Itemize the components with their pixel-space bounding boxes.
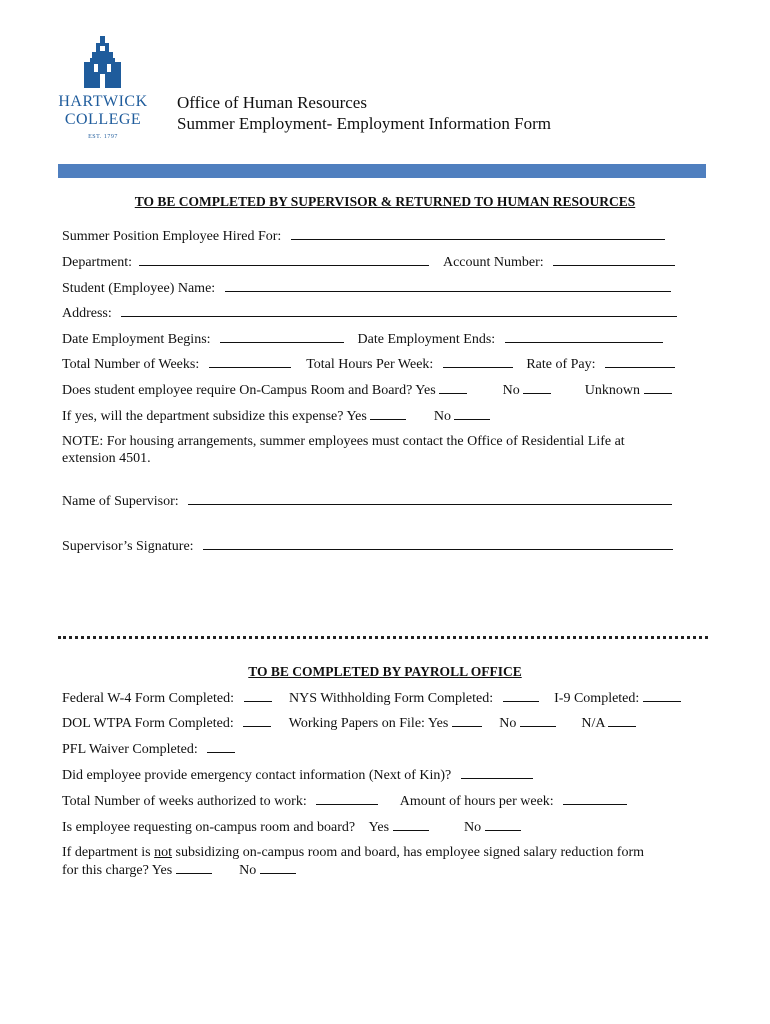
student-name-label: Student (Employee) Name: [62, 281, 216, 296]
working-papers-na-label: N/A [581, 716, 605, 731]
college-logo [58, 36, 148, 146]
department-field[interactable] [139, 253, 429, 266]
forms-row-2 [62, 714, 636, 732]
rate-field[interactable] [605, 355, 675, 368]
salary-no-label: No [239, 863, 257, 878]
supervisor-name-label: Name of Supervisor: [62, 494, 179, 509]
room-board-request-row [62, 818, 521, 836]
office-title: Office of Human Resources [177, 93, 367, 112]
working-papers-na-field[interactable] [608, 714, 636, 727]
address-label: Address: [62, 306, 112, 321]
salary-question-not: not [154, 845, 173, 860]
supervisor-name-field[interactable] [188, 492, 672, 505]
department-row [62, 253, 675, 271]
dol-field[interactable] [243, 714, 271, 727]
salary-question-line2-text: for this charge? Yes [62, 863, 173, 878]
i9-label: I-9 Completed: [554, 691, 640, 706]
hours-label: Total Hours Per Week: [306, 357, 434, 372]
room-board-request-yes-field[interactable] [393, 818, 429, 831]
salary-question-line-2 [62, 861, 296, 879]
supervisor-signature-label: Supervisor’s Signature: [62, 539, 194, 554]
logo-est: EST. 1797 [88, 134, 118, 140]
supervisor-signature-row [62, 537, 673, 555]
hours-per-week-field[interactable] [563, 792, 627, 805]
supervisor-section-heading: TO BE COMPLETED BY SUPERVISOR & RETURNED TO HUMAN RESOURCES [134, 194, 636, 209]
date-begins-field[interactable] [220, 330, 344, 343]
pfl-field[interactable] [207, 740, 235, 753]
subsidize-no-field[interactable] [454, 407, 490, 420]
section-divider [58, 636, 708, 639]
salary-question-part1: If department is [62, 845, 151, 860]
account-label: Account Number: [442, 255, 544, 270]
payroll-section-heading: TO BE COMPLETED BY PAYROLL OFFICE [248, 664, 522, 679]
weeks-label: Total Number of Weeks: [62, 357, 200, 372]
weeks-field[interactable] [209, 355, 291, 368]
form-title: Summer Employment- Employment Information Form [177, 114, 551, 133]
authorized-row [62, 792, 627, 810]
nys-label: NYS Withholding Form Completed: [289, 691, 494, 706]
address-field[interactable] [121, 304, 677, 317]
pfl-row [62, 740, 235, 758]
hours-field[interactable] [443, 355, 513, 368]
accent-bar [58, 164, 706, 178]
emergency-label: Did employee provide emergency contact information (Next of Kin)? [62, 768, 452, 783]
dol-label: DOL WTPA Form Completed: [62, 716, 234, 731]
rate-label: Rate of Pay: [526, 357, 596, 372]
i9-field[interactable] [643, 689, 681, 702]
room-board-request-label: Is employee requesting on-campus room and board? [62, 820, 356, 835]
salary-question-line-1 [62, 844, 644, 861]
account-field[interactable] [553, 253, 675, 266]
room-board-unknown-field[interactable] [644, 381, 672, 394]
room-board-request-no-label: No [464, 820, 482, 835]
note-line-1: NOTE: For housing arrangements, summer employees must contact the Office of Residential Life at [62, 434, 625, 449]
w4-label: Federal W-4 Form Completed: [62, 691, 234, 706]
room-board-unknown-label: Unknown [584, 383, 641, 398]
working-papers-label: Working Papers on File: Yes [288, 716, 449, 731]
subsidize-question: If yes, will the department subsidize this expense? Yes [62, 409, 367, 424]
supervisor-name-row [62, 492, 672, 510]
w4-field[interactable] [244, 689, 272, 702]
room-board-no-label: No [502, 383, 520, 398]
dates-row [62, 330, 663, 348]
nys-field[interactable] [503, 689, 539, 702]
subsidize-yes-field[interactable] [370, 407, 406, 420]
working-papers-yes-field[interactable] [452, 714, 482, 727]
room-board-request-yes-label: Yes [368, 820, 390, 835]
form-header [177, 92, 551, 134]
emergency-field[interactable] [461, 766, 533, 779]
salary-question-part2: subsidizing on-campus room and board, has employee signed salary reduction form [175, 845, 645, 860]
working-papers-no-field[interactable] [520, 714, 556, 727]
student-name-field[interactable] [225, 279, 671, 292]
department-label: Department: [62, 255, 132, 270]
forms-row-1 [62, 689, 681, 707]
supervisor-signature-field[interactable] [203, 537, 673, 550]
date-begins-label: Date Employment Begins: [62, 332, 211, 347]
pfl-label: PFL Waiver Completed: [62, 742, 198, 757]
room-board-yes-field[interactable] [439, 381, 467, 394]
date-ends-label: Date Employment Ends: [357, 332, 496, 347]
address-row [62, 304, 677, 322]
room-board-no-field[interactable] [523, 381, 551, 394]
salary-no-field[interactable] [260, 861, 296, 874]
student-name-row [62, 279, 671, 297]
weeks-authorized-field[interactable] [316, 792, 378, 805]
room-board-question: Does student employee require On-Campus Room and Board? Yes [62, 383, 436, 398]
position-field[interactable] [291, 227, 665, 240]
logo-text-hartwick: HARTWICK [58, 93, 148, 110]
emergency-row [62, 766, 533, 784]
hours-per-week-label: Amount of hours per week: [399, 794, 554, 809]
weeks-authorized-label: Total Number of weeks authorized to work: [62, 794, 307, 809]
weeks-hours-row [62, 355, 675, 373]
logo-text-college: COLLEGE [64, 111, 142, 128]
room-board-row [62, 381, 672, 399]
salary-yes-field[interactable] [176, 861, 212, 874]
position-label: Summer Position Employee Hired For: [62, 229, 282, 244]
subsidize-no-label: No [433, 409, 451, 424]
date-ends-field[interactable] [505, 330, 663, 343]
note-line-2: extension 4501. [62, 451, 151, 466]
subsidize-row [62, 407, 490, 425]
working-papers-no-label: No [499, 716, 517, 731]
position-row [62, 227, 665, 245]
room-board-request-no-field[interactable] [485, 818, 521, 831]
tower-icon [80, 36, 126, 88]
